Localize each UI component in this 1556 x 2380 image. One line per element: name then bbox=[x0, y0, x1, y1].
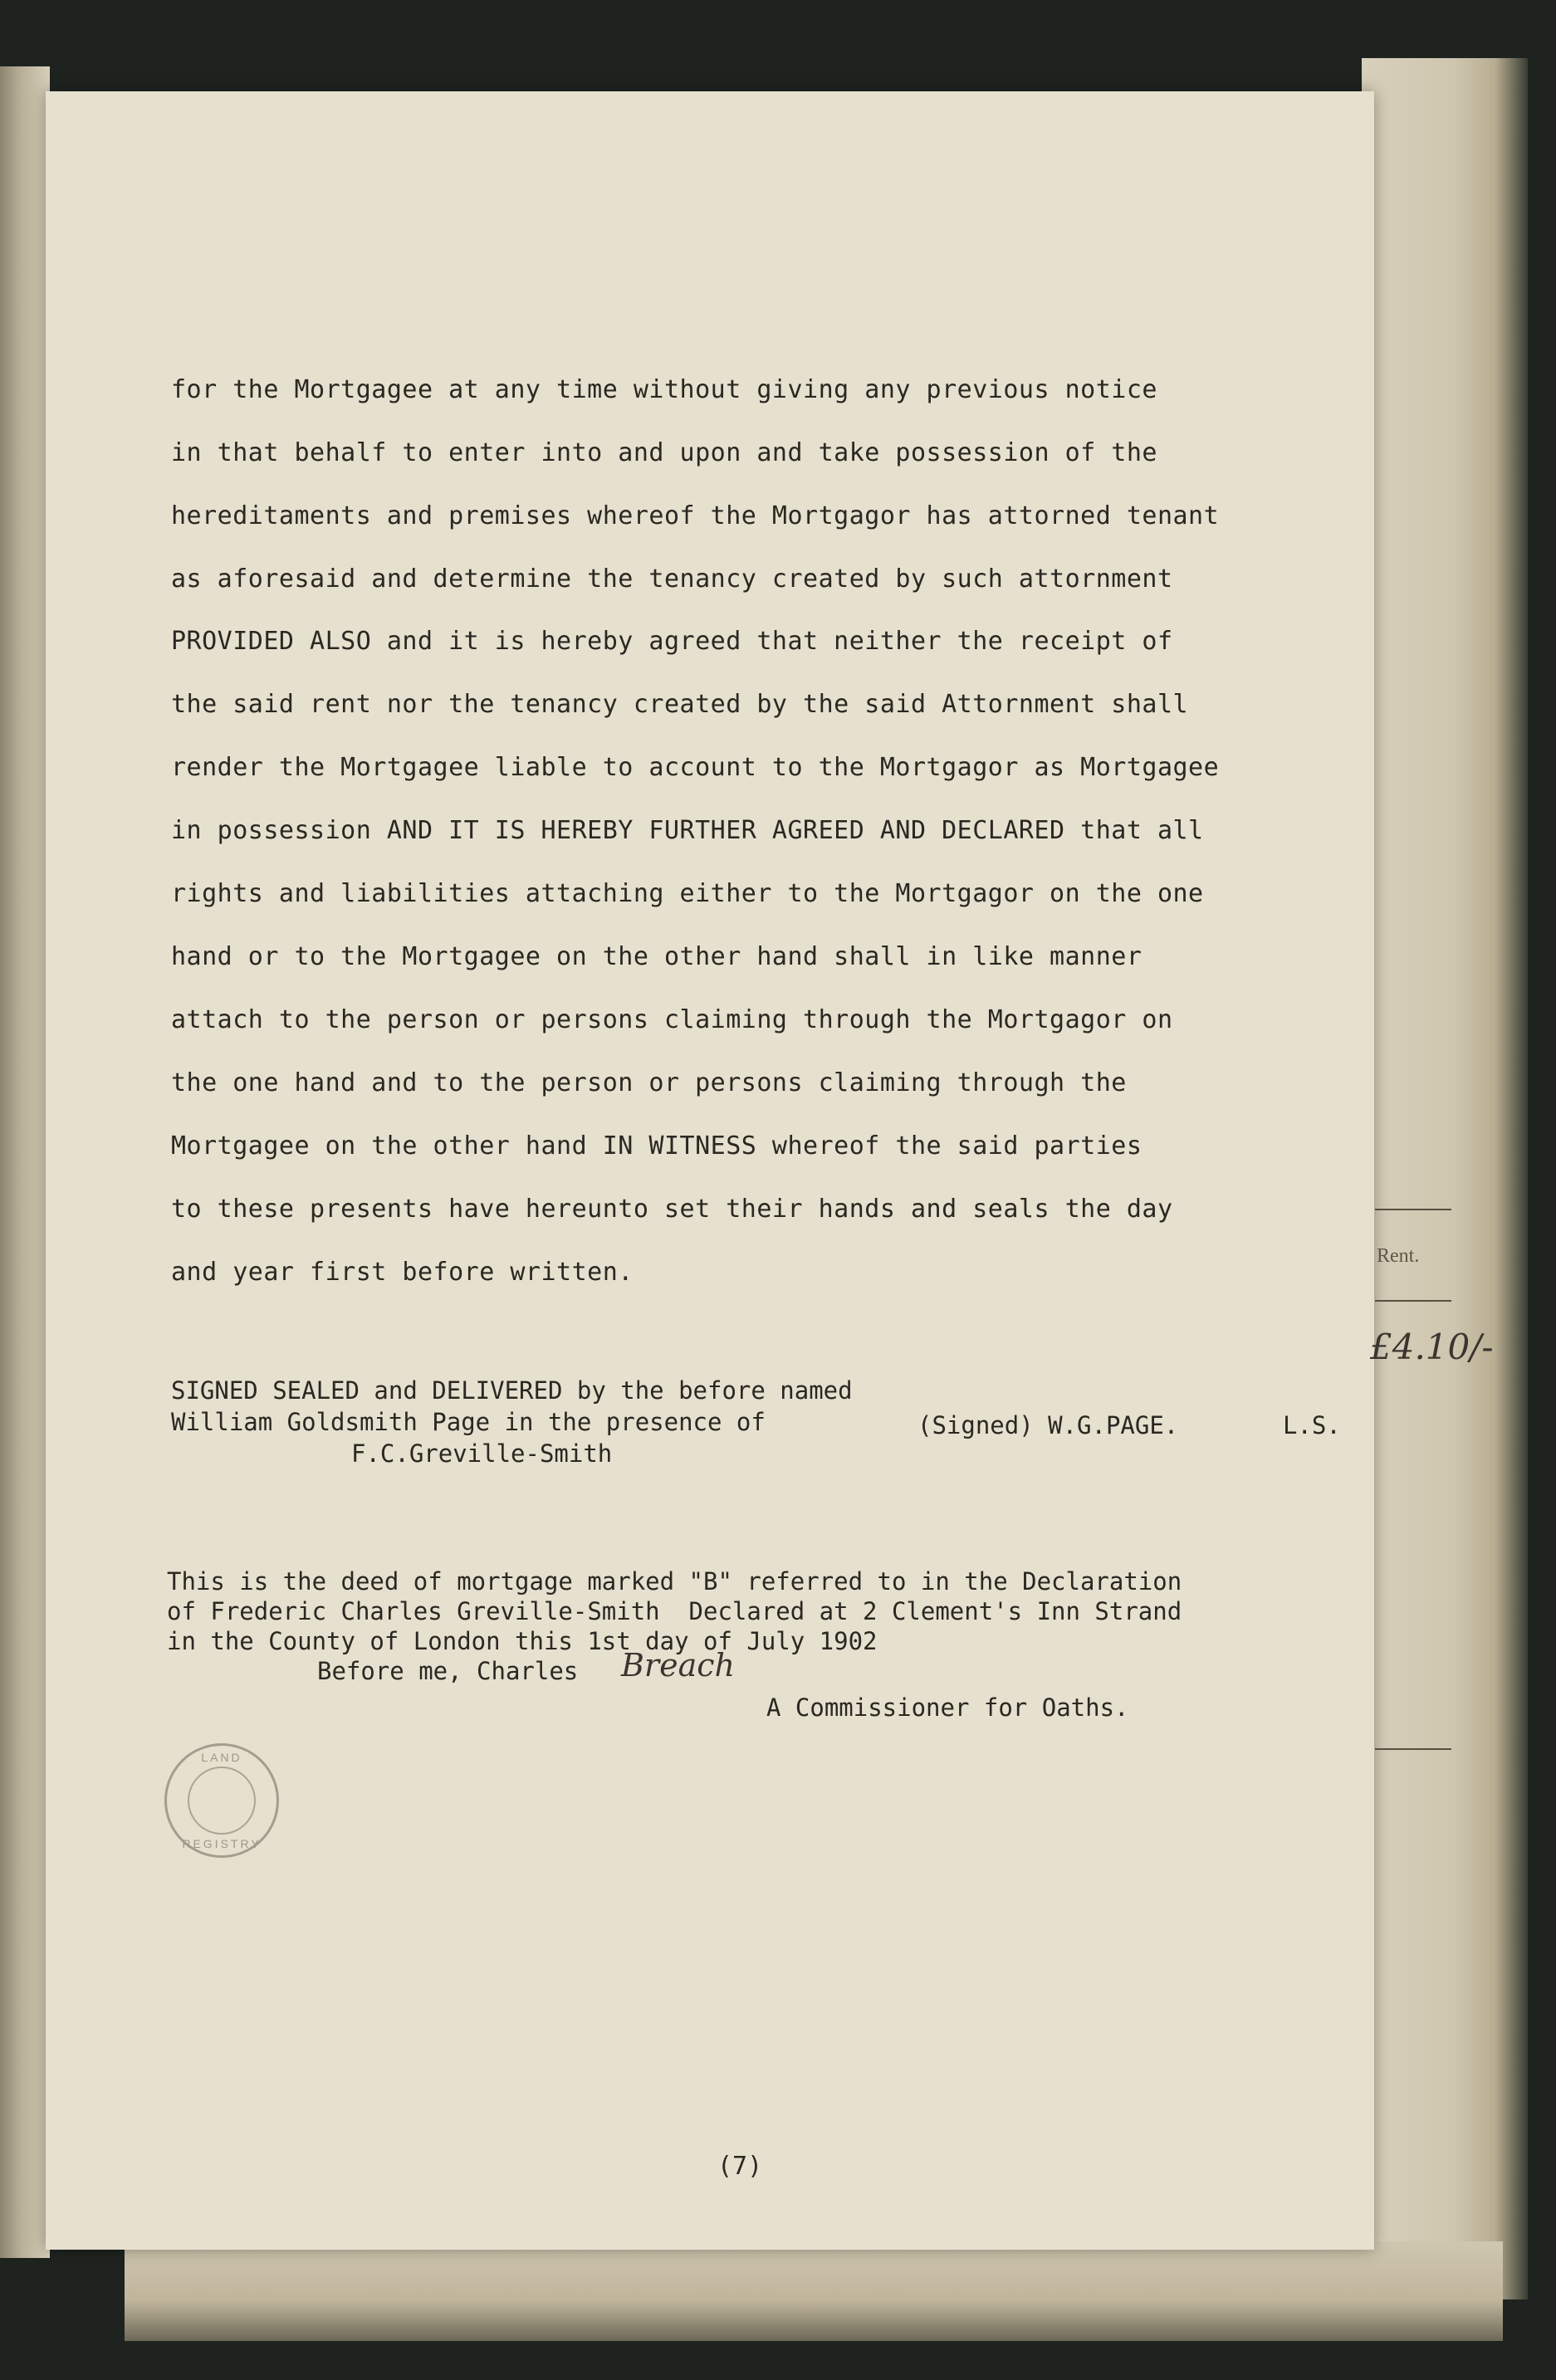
margin-rule-top bbox=[1375, 1209, 1451, 1210]
page-number: (7) bbox=[717, 2152, 763, 2181]
margin-rent-label: Rent. bbox=[1377, 1245, 1420, 1267]
execution-line-2: William Goldsmith Page in the presence of bbox=[171, 1408, 766, 1436]
declaration-line-1: This is the deed of mortgage marked "B" referred to in the Declaration bbox=[167, 1567, 1182, 1596]
body-line-5: PROVIDED ALSO and it is hereby agreed that neither the receipt of bbox=[171, 627, 1173, 656]
body-line-9: rights and liabilities attaching either to the Mortgagor on the one bbox=[171, 879, 1204, 908]
declaration-line-3: in the County of London this 1st day of July 1902 bbox=[167, 1627, 878, 1655]
body-line-3: hereditaments and premises whereof the Mortgagor has attorned tenant bbox=[171, 501, 1220, 530]
execution-line-1: SIGNED SEALED and DELIVERED by the before named bbox=[171, 1376, 853, 1405]
land-registry-stamp bbox=[164, 1743, 279, 1858]
body-line-15: and year first before written. bbox=[171, 1258, 634, 1287]
page-edges-right bbox=[1362, 58, 1528, 2299]
stamp-text-bottom: REGISTRY bbox=[182, 1837, 262, 1850]
body-line-13: Mortgagee on the other hand IN WITNESS whereof the said parties bbox=[171, 1131, 1143, 1161]
before-me: Before me, Charles bbox=[317, 1657, 579, 1685]
stamp-text-top: LAND bbox=[201, 1751, 242, 1764]
locus-sigilli: L.S. bbox=[1283, 1411, 1341, 1439]
body-line-2: in that behalf to enter into and upon and take possession of the bbox=[171, 438, 1157, 467]
stamp-inner-ring bbox=[188, 1767, 256, 1835]
body-line-4: as aforesaid and determine the tenancy created by such attornment bbox=[171, 564, 1173, 594]
signed-by: (Signed) W.G.PAGE. bbox=[917, 1411, 1179, 1439]
body-line-14: to these presents have hereunto set their hands and seals the day bbox=[171, 1195, 1173, 1224]
margin-rent-amount: £4.10/- bbox=[1370, 1327, 1494, 1367]
margin-rule-mid bbox=[1375, 1300, 1451, 1302]
page-edges-bottom bbox=[125, 2241, 1503, 2341]
body-line-7: render the Mortgagee liable to account to the Mortgagor as Mortgagee bbox=[171, 753, 1220, 782]
body-line-10: hand or to the Mortgagee on the other hand shall in like manner bbox=[171, 942, 1143, 971]
body-line-11: attach to the person or persons claiming through the Mortgagor on bbox=[171, 1005, 1173, 1034]
book-binding bbox=[0, 66, 50, 2258]
witness-name: F.C.Greville-Smith bbox=[351, 1439, 613, 1468]
body-line-8: in possession AND IT IS HEREBY FURTHER AGREED AND DECLARED that all bbox=[171, 816, 1204, 845]
margin-rule-bottom bbox=[1375, 1748, 1451, 1750]
commissioner-signature: Breach bbox=[621, 1647, 735, 1684]
body-line-12: the one hand and to the person or persons claiming through the bbox=[171, 1068, 1127, 1097]
body-line-1: for the Mortgagee at any time without giving any previous notice bbox=[171, 375, 1157, 404]
commissioner-title: A Commissioner for Oaths. bbox=[766, 1693, 1129, 1722]
document-page bbox=[46, 91, 1374, 2250]
body-line-6: the said rent nor the tenancy created by the said Attornment shall bbox=[171, 690, 1189, 719]
declaration-line-2: of Frederic Charles Greville-Smith Declared at 2 Clement's Inn Strand bbox=[167, 1597, 1182, 1625]
